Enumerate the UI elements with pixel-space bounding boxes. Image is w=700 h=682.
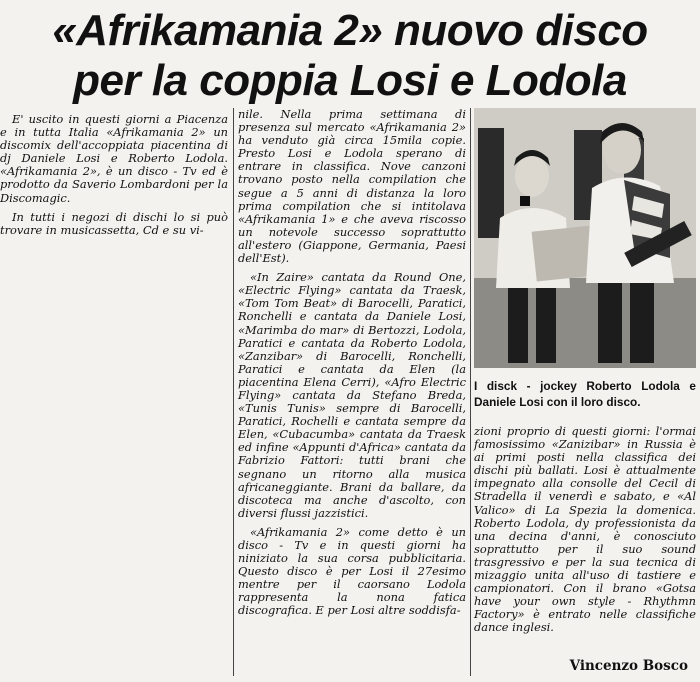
paragraph: «In Zaire» cantata da Round One, «Electric Flying» cantata da Traesk, «Tom Tom Beat» di Barocelli, Paratici, Ronchelli e cantata da Daniele Losi, «Marimba do mar» di Bertozzi, Lodola, Paratici e cantata da Roberto Lodola, «Zanzibar» di Barocelli, Ronchelli, Paratici e cantata da Elen (la piacentina Elena Cerri), «Afro Electric Flying» cantata da Stefano Breda, «Tunis Tunis» sempre di Barocelli, Paratici, Rochelli e cantata sempre da Elen, «Cubacumba» cantata da Traesk ed infine «Appunti d'Africa» cantata da Fabrizio Fattori: tutti brani che segnano un ritorno alla musica africaneggiante. Brani da ballare, da discoteca ma anche d'ascolto, con diversi flussi jazzistici. <box>238 270 466 520</box>
article-column-3 <box>474 425 696 641</box>
article-column-1 <box>0 113 228 243</box>
paragraph: nile. Nella prima settimana di presenza sul mercato «Afrikamania 2» ha venduto già circa 15mila copie. Presto Losi e Lodola sperano di entrare in classifica. Nove canzoni trovano posto nella compilation che segue a 5 anni di distanza la loro prima compilation che si intitolava «Afrikamania 1» e che aveva riscosso un notevole successo soprattutto all'estero (Giappone, Germania, Paesi dell'Est). <box>238 107 466 266</box>
column-rule <box>233 108 234 676</box>
paragraph: In tutti i negozi di dischi lo si può trovare in musicassetta, Cd e su vi- <box>0 209 228 237</box>
paragraph: E' uscito in questi giorni a Piacenza e in tutta Italia «Afrikamania 2» un discomix dell'accoppiata piacentina di dj Daniele Losi e Roberto Lodola. «Afrikamania 2», è un disco - Tv ed è prodotto da Saverio Lombardoni per la Discomagic. <box>0 112 228 205</box>
headline-line-1: «Afrikamania 2» nuovo disco <box>52 6 648 55</box>
paragraph: zioni proprio di questi giorni: l'ormai famosissimo «Zanizibar» in Russia è ai primi posti nella classifica dei dischi più ballati. Losi è attualmente impegnato alla consolle del Cecil di Stradella il venerdì e sabato, e «Al Valico» di La Spezia la domenica. Roberto Lodola, dy professionista da una decina d'anni, è conosciuto soprattutto per il suo sound trasgressivo e per la sua tecnica di mizaggio unita all'uso di tastiere e campionatori. Con il brano «Gotsa have your own style - Rhythmn Factory» è entrato nelle classifiche dance inglesi. <box>474 424 696 635</box>
article-column-2 <box>238 108 466 624</box>
byline: Vincenzo Bosco <box>569 658 688 674</box>
photo-illustration <box>474 108 696 368</box>
paragraph: «Afrikamania 2» come detto è un disco - Tv e in questi giorni ha niniziato la sua corsa pubblicitaria. Questo disco è per Losi il 27esimo mentre per il caorsano Lodola rappresenta la nona fatica discografica. E per Losi altre soddisfa- <box>238 524 466 618</box>
headline-line-2: per la coppia Losi e Lodola <box>73 56 627 105</box>
photo-djs <box>474 108 696 368</box>
photo-caption: I disck - jockey Roberto Lodola e Daniele Losi con il loro disco. <box>474 379 696 409</box>
headline <box>0 6 700 106</box>
column-rule <box>470 108 471 676</box>
